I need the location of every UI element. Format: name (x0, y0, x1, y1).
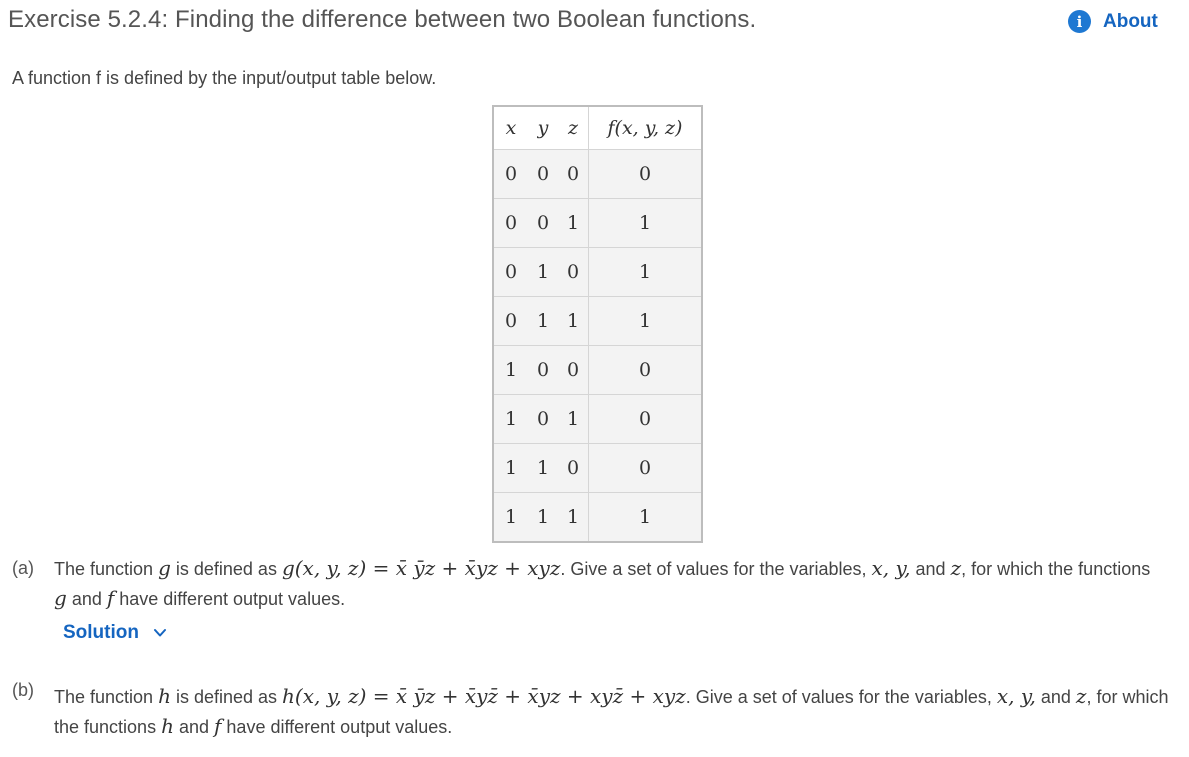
part-b-text-5: , for which the functions (54, 687, 1169, 737)
part-b-text (54, 682, 1184, 742)
header-x: x (493, 106, 528, 150)
about-label: About (1103, 10, 1158, 32)
cell-y: 1 (528, 444, 558, 493)
cell-f: 1 (589, 199, 703, 248)
cell-x: 0 (493, 297, 528, 346)
table-header-row (493, 106, 702, 150)
part-b-text-2: is defined as (170, 687, 283, 707)
table-body (493, 150, 702, 543)
table-row (493, 444, 702, 493)
part-b-text-4: and (1035, 687, 1076, 707)
cell-x: 0 (493, 248, 528, 297)
part-b-formula: h(x, y, z) = x̄ ȳz + x̄yz̄ + x̄yz + xyz̄ + xyz (282, 684, 686, 708)
part-a-vars: x, y, (871, 556, 911, 580)
part-b-f: f (214, 714, 222, 738)
part-b-label: (b) (12, 680, 34, 700)
cell-x: 0 (493, 150, 528, 199)
table-row (493, 199, 702, 248)
part-a-z: z (950, 556, 962, 580)
cell-y: 0 (528, 199, 558, 248)
table-row (493, 493, 702, 543)
cell-f: 0 (589, 444, 703, 493)
part-b-h: h (158, 684, 171, 708)
part-b-text-7: have different output values. (221, 717, 453, 737)
table-row (493, 395, 702, 444)
part-a-text-1: The function (54, 559, 159, 579)
part-a-formula: g(x, y, z) = x̄ ȳz + x̄yz + xyz (281, 556, 561, 580)
cell-z: 1 (558, 493, 589, 543)
info-icon: i (1068, 10, 1091, 33)
part-b-z: z (1075, 684, 1087, 708)
header-f: f(x, y, z) (589, 106, 703, 150)
truth-table (492, 105, 703, 543)
intro-text: A function f is defined by the input/output table below. (12, 68, 437, 88)
part-b-h2: h (161, 714, 174, 738)
cell-z: 0 (558, 346, 589, 395)
cell-f: 0 (589, 346, 703, 395)
part-a-text-2: is defined as (170, 559, 282, 579)
about-button[interactable] (1068, 10, 1158, 33)
cell-f: 0 (589, 395, 703, 444)
part-a-f: f (106, 586, 115, 610)
part-a-text-7: have different output values. (114, 589, 346, 609)
cell-z: 1 (558, 395, 589, 444)
part-a-text-5: , for which the functions (961, 559, 1151, 579)
header-z: z (558, 106, 589, 150)
cell-z: 1 (558, 199, 589, 248)
part-a-text-4: and (910, 559, 951, 579)
page-title: Exercise 5.2.4: Finding the difference between two Boolean functions. (8, 6, 757, 33)
chevron-down-icon (153, 626, 167, 640)
part-a-text-3: . Give a set of values for the variables, (560, 559, 872, 579)
table-row (493, 297, 702, 346)
cell-z: 0 (558, 444, 589, 493)
cell-y: 0 (528, 150, 558, 199)
solution-label: Solution (63, 622, 139, 643)
cell-y: 1 (528, 297, 558, 346)
cell-z: 0 (558, 150, 589, 199)
table-row (493, 346, 702, 395)
cell-x: 1 (493, 493, 528, 543)
part-a-text-6: and (66, 589, 107, 609)
part-b-text-3: . Give a set of values for the variables, (685, 687, 997, 707)
header-y: y (528, 106, 558, 150)
cell-z: 1 (558, 297, 589, 346)
cell-y: 1 (528, 248, 558, 297)
cell-y: 0 (528, 346, 558, 395)
part-a-label: (a) (12, 558, 34, 578)
cell-y: 0 (528, 395, 558, 444)
cell-f: 1 (589, 297, 703, 346)
cell-x: 0 (493, 199, 528, 248)
part-b-text-1: The function (54, 687, 159, 707)
part-b-text-6: and (173, 717, 215, 737)
cell-z: 0 (558, 248, 589, 297)
table-row (493, 248, 702, 297)
cell-x: 1 (493, 346, 528, 395)
cell-f: 1 (589, 493, 703, 543)
table-row (493, 150, 702, 199)
cell-x: 1 (493, 395, 528, 444)
cell-y: 1 (528, 493, 558, 543)
cell-f: 1 (589, 248, 703, 297)
solution-toggle[interactable] (63, 622, 167, 644)
cell-f: 0 (589, 150, 703, 199)
part-a-text (54, 554, 1154, 614)
part-b-vars: x, y, (996, 684, 1036, 708)
cell-x: 1 (493, 444, 528, 493)
truth-table-container (492, 105, 703, 543)
part-a-g: g (158, 556, 171, 580)
part-a-g2: g (54, 586, 67, 610)
